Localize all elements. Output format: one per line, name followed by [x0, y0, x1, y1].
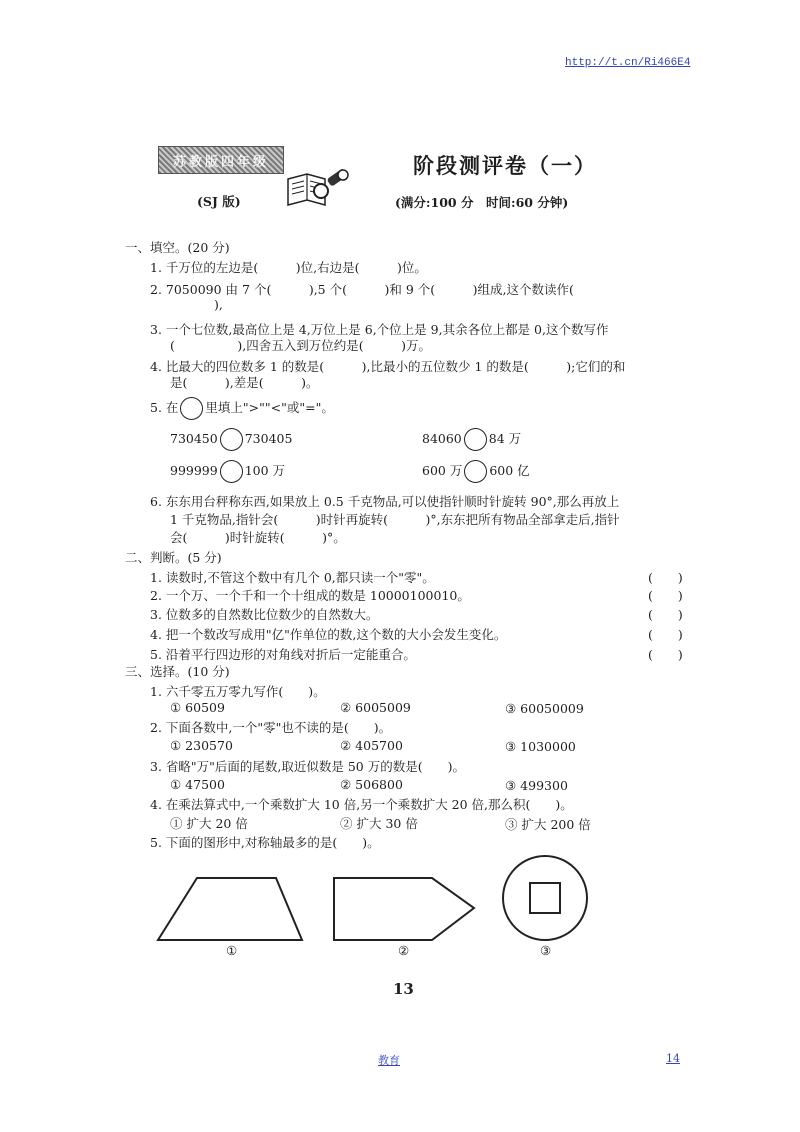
s1-question-2-line1: 2. 7050090 由 7 个( ),5 个( )和 9 个( )组成,这个数读作(: [150, 282, 574, 297]
header-url[interactable]: http://t.cn/Ri466E4: [565, 57, 691, 69]
compare-circle-icon[interactable]: [220, 428, 243, 451]
choice-option[interactable]: ① 60509: [170, 700, 225, 715]
pentagon-arrow-figure[interactable]: [325, 860, 495, 960]
compare-right: 100 万: [244, 463, 286, 478]
judge-answer-paren[interactable]: ( ): [648, 570, 683, 585]
compare-left: 600 万: [422, 463, 463, 478]
figure-label: ②: [398, 943, 410, 958]
compare-item-2: [422, 428, 521, 451]
compare-left: 999999: [170, 463, 218, 478]
judge-answer-paren[interactable]: ( ): [648, 588, 683, 603]
compare-item-3: [170, 460, 285, 483]
page-number: 13: [393, 980, 414, 998]
compare-item-4: [422, 460, 530, 483]
section-1-heading: 一、填空。(20 分): [125, 240, 230, 255]
series-badge-text: 苏教版四年级: [173, 155, 270, 170]
figure-label: ③: [540, 943, 552, 958]
choice-option[interactable]: ③ 扩大 200 倍: [505, 817, 591, 832]
choice-option[interactable]: ① 230570: [170, 738, 233, 753]
choice-question-1: 1. 六千零五万零九写作( )。: [150, 684, 326, 699]
exam-meta: (满分:100 分 时间:60 分钟): [395, 195, 569, 210]
choice-option[interactable]: ③ 499300: [505, 778, 568, 793]
choice-option[interactable]: ② 506800: [340, 777, 403, 792]
choice-option[interactable]: ③ 60050009: [505, 701, 584, 716]
s1-question-5: [150, 397, 334, 420]
judge-item: 5. 沿着平行四边形的对角线对折后一定能重合。: [150, 647, 416, 662]
s1-question-4-line2: 是( ),差是( )。: [170, 375, 319, 390]
s1-question-1: 1. 千万位的左边是( )位,右边是( )位。: [150, 260, 427, 275]
book-magnifier-illustration: [285, 165, 355, 213]
choice-question-5: 5. 下面的图形中,对称轴最多的是( )。: [150, 835, 380, 850]
choice-option[interactable]: ① 扩大 20 倍: [170, 816, 248, 831]
choice-question-4: 4. 在乘法算式中,一个乘数扩大 10 倍,另一个乘数扩大 20 倍,那么积( )。: [150, 797, 573, 812]
s1-question-5-suffix: 里填上">""<"或"="。: [205, 400, 334, 415]
footer-page-link[interactable]: 14: [666, 1052, 680, 1065]
compare-left: 84060: [422, 431, 462, 446]
series-badge: [158, 146, 284, 174]
compare-circle-icon[interactable]: [220, 460, 243, 483]
choice-option[interactable]: ③ 1030000: [505, 739, 576, 754]
judge-item: 4. 把一个数改写成用"亿"作单位的数,这个数的大小会发生变化。: [150, 627, 507, 642]
choice-option[interactable]: ② 扩大 30 倍: [340, 816, 418, 831]
section-3-heading: 三、选择。(10 分): [125, 664, 230, 679]
compare-circle-icon[interactable]: [464, 460, 487, 483]
s1-question-4-line1: 4. 比最大的四位数多 1 的数是( ),比最小的五位数少 1 的数是( );它们的和: [150, 359, 626, 374]
judge-answer-paren[interactable]: ( ): [648, 627, 683, 642]
page-title: 阶段测评卷（一）: [413, 153, 597, 178]
compare-item-1: [170, 428, 292, 451]
compare-left: 730450: [170, 431, 218, 446]
judge-item: 1. 读数时,不管这个数中有几个 0,都只读一个"零"。: [150, 570, 435, 585]
judge-item: 2. 一个万、一个千和一个十组成的数是 10000100010。: [150, 588, 470, 603]
s1-question-6-line3: 会( )时针旋转( )°。: [170, 530, 346, 545]
judge-answer-paren[interactable]: ( ): [648, 607, 683, 622]
s1-question-5-prefix: 5. 在: [150, 400, 179, 415]
figure-label: ①: [226, 943, 238, 958]
compare-right: 600 亿: [489, 463, 530, 478]
judge-answer-paren[interactable]: ( ): [648, 647, 683, 662]
choice-option[interactable]: ② 6005009: [340, 700, 411, 715]
s1-question-6-line1: 6. 东东用台秤称东西,如果放上 0.5 千克物品,可以使指针顺时针旋转 90°,那么再放上: [150, 494, 620, 509]
judge-item: 3. 位数多的自然数比位数少的自然数大。: [150, 607, 379, 622]
s1-question-6-line2: 1 千克物品,指针会( )时针再旋转( )°,东东把所有物品全部拿走后,指针: [170, 512, 620, 527]
circle-with-square-figure[interactable]: [495, 848, 595, 948]
compare-right: 84 万: [488, 431, 522, 446]
edition-label: (SJ 版): [197, 194, 241, 209]
choice-question-3: 3. 省略"万"后面的尾数,取近似数是 50 万的数是( )。: [150, 759, 465, 774]
compare-right: 730405: [244, 431, 293, 446]
choice-option[interactable]: ① 47500: [170, 777, 225, 792]
compare-circle-icon: [180, 397, 203, 420]
footer-link[interactable]: 教育: [378, 1054, 400, 1067]
compare-circle-icon[interactable]: [464, 428, 487, 451]
choice-question-2: 2. 下面各数中,一个"零"也不读的是( )。: [150, 720, 392, 735]
s1-question-2-line2: ),: [214, 297, 223, 312]
section-2-heading: 二、判断。(5 分): [125, 550, 222, 565]
s1-question-3-line2: ( ),四舍五入到万位约是( )万。: [170, 338, 431, 353]
choice-option[interactable]: ② 405700: [340, 738, 403, 753]
s1-question-3-line1: 3. 一个七位数,最高位上是 4,万位上是 6,个位上是 9,其余各位上都是 0,这个数写作: [150, 322, 609, 337]
